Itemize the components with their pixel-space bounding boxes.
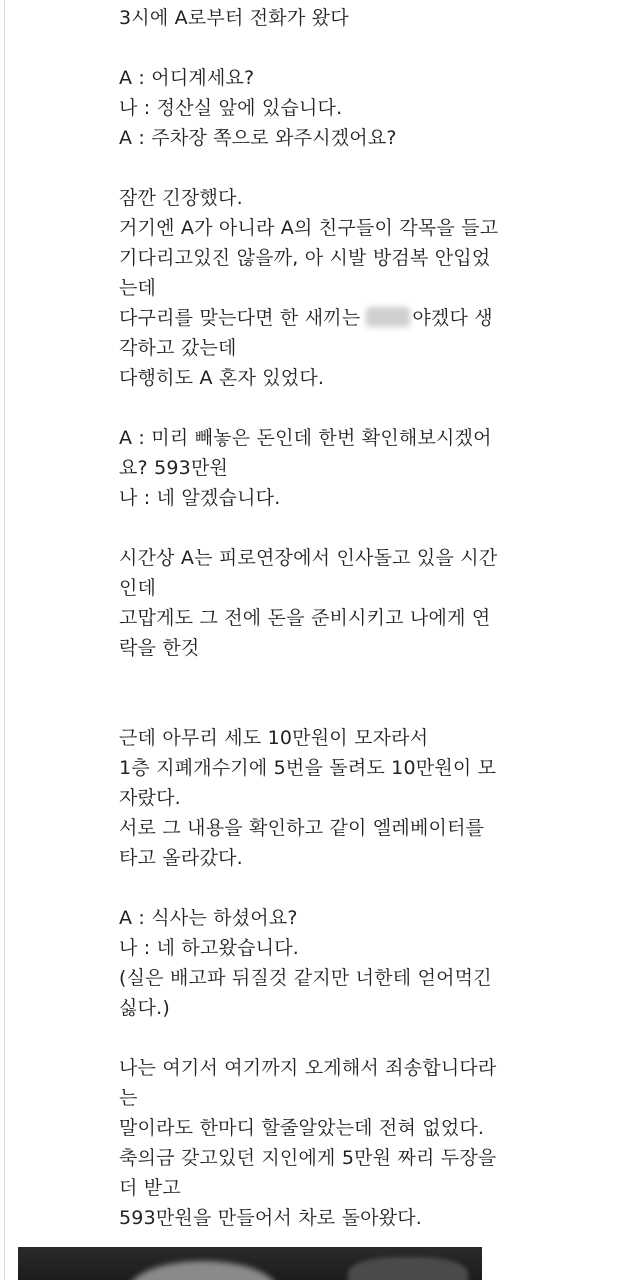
- paragraph: [119, 723, 619, 873]
- dialog-block: [119, 903, 619, 1023]
- paragraph-gap: [119, 693, 619, 723]
- text-line: 고맙게도 그 전에 돈을 준비시키고 나에게 연: [119, 607, 491, 629]
- text-line: 593만원을 만들어서 차로 돌아왔다.: [119, 1207, 423, 1229]
- text-line: 자랐다.: [119, 787, 181, 809]
- article-photo: [18, 1247, 482, 1280]
- text-line: 잠깐 긴장했다.: [119, 187, 243, 209]
- text-line: 서로 그 내용을 확인하고 같이 엘레베이터를: [119, 817, 485, 839]
- text-line: 시간상 A는 피로연장에서 인사돌고 있을 시간: [119, 547, 498, 569]
- left-border: [4, 0, 5, 1280]
- blurred-word: [366, 307, 410, 327]
- paragraph-gap: [119, 393, 619, 423]
- paragraph-gap: [119, 873, 619, 903]
- paragraph-gap: [119, 33, 619, 63]
- text-line: 말이라도 한마디 할줄알았는데 전혀 없었다.: [119, 1117, 485, 1139]
- text-line: 3시에 A로부터 전화가 왔다: [119, 7, 349, 29]
- paragraph: [119, 543, 619, 663]
- dialog-line: A : 미리 빼놓은 돈인데 한번 확인해보시겠어: [119, 427, 492, 449]
- text-line: 각하고 갔는데: [119, 337, 237, 359]
- paragraph-gap: [119, 153, 619, 183]
- dialog-line: A : 주차장 쪽으로 와주시겠어요?: [119, 127, 397, 149]
- text-line: 는: [119, 1087, 138, 1109]
- text-line: 락을 한것: [119, 637, 200, 659]
- text-line-with-blur: [119, 303, 619, 333]
- text-line: 더 받고: [119, 1177, 181, 1199]
- paragraph-gap: [119, 513, 619, 543]
- text-line: 타고 올라갔다.: [119, 847, 243, 869]
- dialog-line: 나 : 정산실 앞에 있습니다.: [119, 97, 343, 119]
- text-line: 다행히도 A 혼자 있었다.: [119, 367, 325, 389]
- photo-shadow: [348, 1257, 468, 1280]
- text-line: 축의금 갖고있던 지인에게 5만원 짜리 두장을: [119, 1147, 497, 1169]
- dialog-block: [119, 423, 619, 513]
- paragraph: [119, 183, 619, 393]
- text-line: 기다리고있진 않을까, 아 시발 방검복 안입었: [119, 247, 491, 269]
- dialog-line: A : 어디계세요?: [119, 67, 255, 89]
- text-line: 거기엔 A가 아니라 A의 친구들이 각목을 들고: [119, 217, 499, 239]
- text-line: 인데: [119, 577, 157, 599]
- text-line: 1층 지폐개수기에 5번을 돌려도 10만원이 모: [119, 757, 497, 779]
- dialog-line: A : 식사는 하셨어요?: [119, 907, 298, 929]
- text-fragment: 다구리를 맞는다면 한 새끼는: [119, 307, 361, 329]
- dialog-line: 요? 593만원: [119, 457, 229, 479]
- text-fragment: 야겠다 생: [412, 307, 493, 329]
- paragraph: [119, 1053, 619, 1233]
- text-line: 나는 여기서 여기까지 오게해서 죄송합니다라: [119, 1057, 497, 1079]
- text-line: 근데 아무리 세도 10만원이 모자라서: [119, 727, 429, 749]
- paragraph-gap: [119, 1023, 619, 1053]
- text-line: 는데: [119, 277, 157, 299]
- article-body: [119, 3, 619, 1233]
- photo-highlight: [128, 1261, 278, 1280]
- dialog-line: 나 : 네 알겠습니다.: [119, 487, 281, 509]
- paragraph-gap: [119, 663, 619, 693]
- dialog-line: 나 : 네 하고왔습니다.: [119, 937, 299, 959]
- dialog-line: (실은 배고파 뒤질것 같지만 너한테 얻어먹긴: [119, 967, 492, 989]
- dialog-block: [119, 63, 619, 153]
- dialog-line: 싫다.): [119, 997, 170, 1019]
